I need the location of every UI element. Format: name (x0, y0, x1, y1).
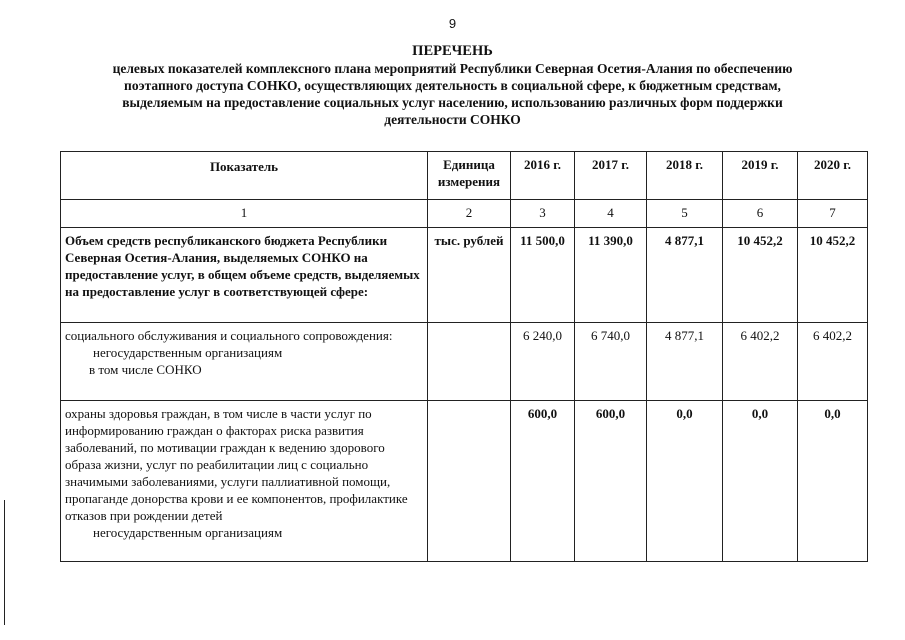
column-number: 2 (428, 200, 511, 228)
column-number: 1 (61, 200, 428, 228)
column-number: 3 (511, 200, 575, 228)
value-2017: 600,0 (575, 401, 647, 562)
value-2020: 0,0 (798, 401, 868, 562)
title-heading: ПЕРЕЧЕНЬ (412, 43, 493, 59)
value-2016: 11 500,0 (511, 228, 575, 323)
column-number: 7 (798, 200, 868, 228)
row-unit: тыс. рублей (428, 228, 511, 323)
title-line-1: целевых показателей комплексного плана мероприятий Республики Северная Осетия-Алания по обеспечению (112, 61, 793, 76)
row-sublabel: в том числе СОНКО (89, 362, 202, 377)
row-unit (428, 401, 511, 562)
header-indicator: Показатель (61, 152, 428, 200)
row-unit (428, 323, 511, 401)
header-2019: 2019 г. (723, 152, 798, 200)
value-2016: 6 240,0 (511, 323, 575, 401)
table-row (61, 228, 868, 323)
header-unit: Единица измерения (428, 152, 511, 200)
value-2019: 10 452,2 (723, 228, 798, 323)
value-2017: 6 740,0 (575, 323, 647, 401)
row-sublabel: негосударственным организациям (93, 525, 283, 540)
table-header-row (61, 152, 868, 200)
row-label: социального обслуживания и социального сопровождения: (65, 328, 393, 343)
title-line-3: выделяемым на предоставление социальных услуг населению, использованию различных форм поддержки (122, 95, 783, 110)
indicators-table (60, 151, 868, 562)
header-2016: 2016 г. (511, 152, 575, 200)
value-2019: 0,0 (723, 401, 798, 562)
row-label: охраны здоровья граждан, в том числе в части услуг по информированию граждан о факторах риска развития заболеваний, по мотивации граждан к ведению здорового образа жизни, услуг по реабилитации лиц с социально значимыми заболеваниями, услуги паллиативной помощи, пропаганде донорства крови и ее компонентов, профилактике отказов при рождении детей (65, 406, 408, 523)
row-label-cell (61, 401, 428, 562)
column-number: 6 (723, 200, 798, 228)
column-number: 4 (575, 200, 647, 228)
table-row (61, 323, 868, 401)
value-2017: 11 390,0 (575, 228, 647, 323)
header-2020: 2020 г. (798, 152, 868, 200)
title-line-2: поэтапного доступа СОНКО, осуществляющих деятельность в социальной сфере, к бюджетным средствам, (124, 78, 781, 93)
value-2018: 4 877,1 (647, 323, 723, 401)
value-2019: 6 402,2 (723, 323, 798, 401)
value-2018: 4 877,1 (647, 228, 723, 323)
value-2016: 600,0 (511, 401, 575, 562)
row-label: Объем средств республиканского бюджета Республики Северная Осетия-Алания, выделяемых СОНКО на предоставление услуг, в общем объеме средств, выделяемых на предоставление услуг в соответствующей сфере: (61, 228, 428, 323)
column-number: 5 (647, 200, 723, 228)
header-2018: 2018 г. (647, 152, 723, 200)
scan-margin-line (4, 500, 5, 625)
document-title (40, 43, 865, 128)
table-row (61, 401, 868, 562)
row-label-cell (61, 323, 428, 401)
title-line-4: деятельности СОНКО (384, 112, 521, 127)
value-2020: 10 452,2 (798, 228, 868, 323)
row-sublabel: негосударственным организациям (93, 345, 283, 360)
page-number: 9 (448, 16, 457, 31)
column-number-row (61, 200, 868, 228)
value-2020: 6 402,2 (798, 323, 868, 401)
value-2018: 0,0 (647, 401, 723, 562)
header-2017: 2017 г. (575, 152, 647, 200)
